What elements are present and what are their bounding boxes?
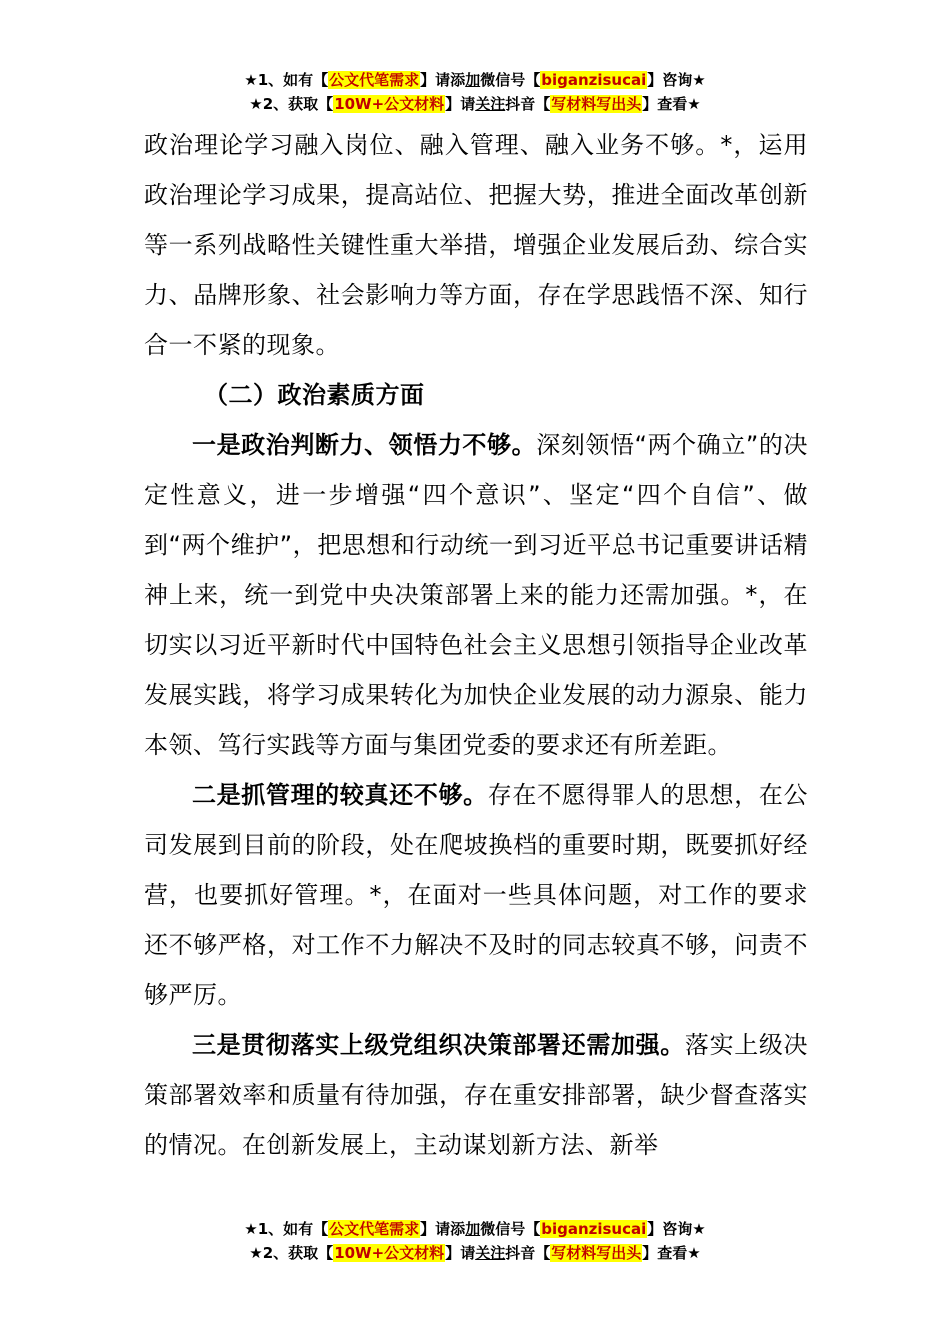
item-1-title: 一是政治判断力、领悟力不够。 — [192, 431, 537, 459]
douyin-id-highlight: 写材料写出头 — [551, 1244, 642, 1262]
promo-line-1: ★1、如有【公文代笔需求】请添加微信号【biganzisucai】咨询★ — [244, 1220, 706, 1238]
douyin-id-highlight: 写材料写出头 — [551, 95, 642, 113]
promo-line-1: ★1、如有【公文代笔需求】请添加微信号【biganzisucai】咨询★ — [244, 71, 706, 89]
item-2-text: 存在不愿得罪人的思想，在公司发展到目前的阶段，处在爬坡换档的重要时期，既要抓好经营，也要抓好管理。*，在面对一些具体问题，对工作的要求还不够严格，对工作不力解决不及时的同志较真不够，问责不够严厉。 — [144, 781, 808, 1009]
header-promo-banner — [0, 68, 950, 116]
item-3-title: 三是贯彻落实上级党组织决策部署还需加强。 — [192, 1031, 685, 1059]
promo-highlight: 公文代笔需求 — [329, 1220, 420, 1238]
wechat-id-highlight: biganzisucai — [541, 71, 647, 89]
paragraph-item-1 — [144, 420, 808, 770]
promo-line-2: ★2、获取【10W+公文材料】请关注抖音【写材料写出头】查看★ — [249, 95, 701, 113]
promo-highlight: 10W+公文材料 — [334, 95, 445, 113]
promo-line-2: ★2、获取【10W+公文材料】请关注抖音【写材料写出头】查看★ — [249, 1244, 701, 1262]
promo-highlight: 公文代笔需求 — [329, 71, 420, 89]
footer-promo-banner — [0, 1217, 950, 1265]
paragraph-item-2 — [144, 770, 808, 1020]
promo-highlight: 10W+公文材料 — [334, 1244, 445, 1262]
item-1-text: 深刻领悟“两个确立”的决定性意义，进一步增强“四个意识”、坚定“四个自信”、做到“两个维护”，把思想和行动统一到习近平总书记重要讲话精神上来，统一到党中央决策部署上来的能力还需加强。*，在切实以习近平新时代中国特色社会主义思想引领指导企业改革发展实践，将学习成果转化为加快企业发展的动力源泉、能力本领、笃行实践等方面与集团党委的要求还有所差距。 — [144, 431, 809, 759]
document-body — [144, 120, 808, 1170]
wechat-id-highlight: biganzisucai — [541, 1220, 647, 1238]
item-2-title: 二是抓管理的较真还不够。 — [192, 781, 488, 809]
section-heading: （二）政治素质方面 — [204, 381, 425, 409]
item-3-text: 落实上级决策部署效率和质量有待加强，存在重安排部署，缺少督查落实的情况。在创新发展上，主动谋划新方法、新举 — [144, 1031, 809, 1159]
paragraph-item-3 — [144, 1020, 808, 1170]
paragraph-intro: 政治理论学习融入岗位、融入管理、融入业务不够。*，运用政治理论学习成果，提高站位、把握大势，推进全面改革创新等一系列战略性关键性重大举措，增强企业发展后劲、综合实力、品牌形象、社会影响力等方面，存在学思践悟不深、知行合一不紧的现象。 — [144, 131, 808, 359]
